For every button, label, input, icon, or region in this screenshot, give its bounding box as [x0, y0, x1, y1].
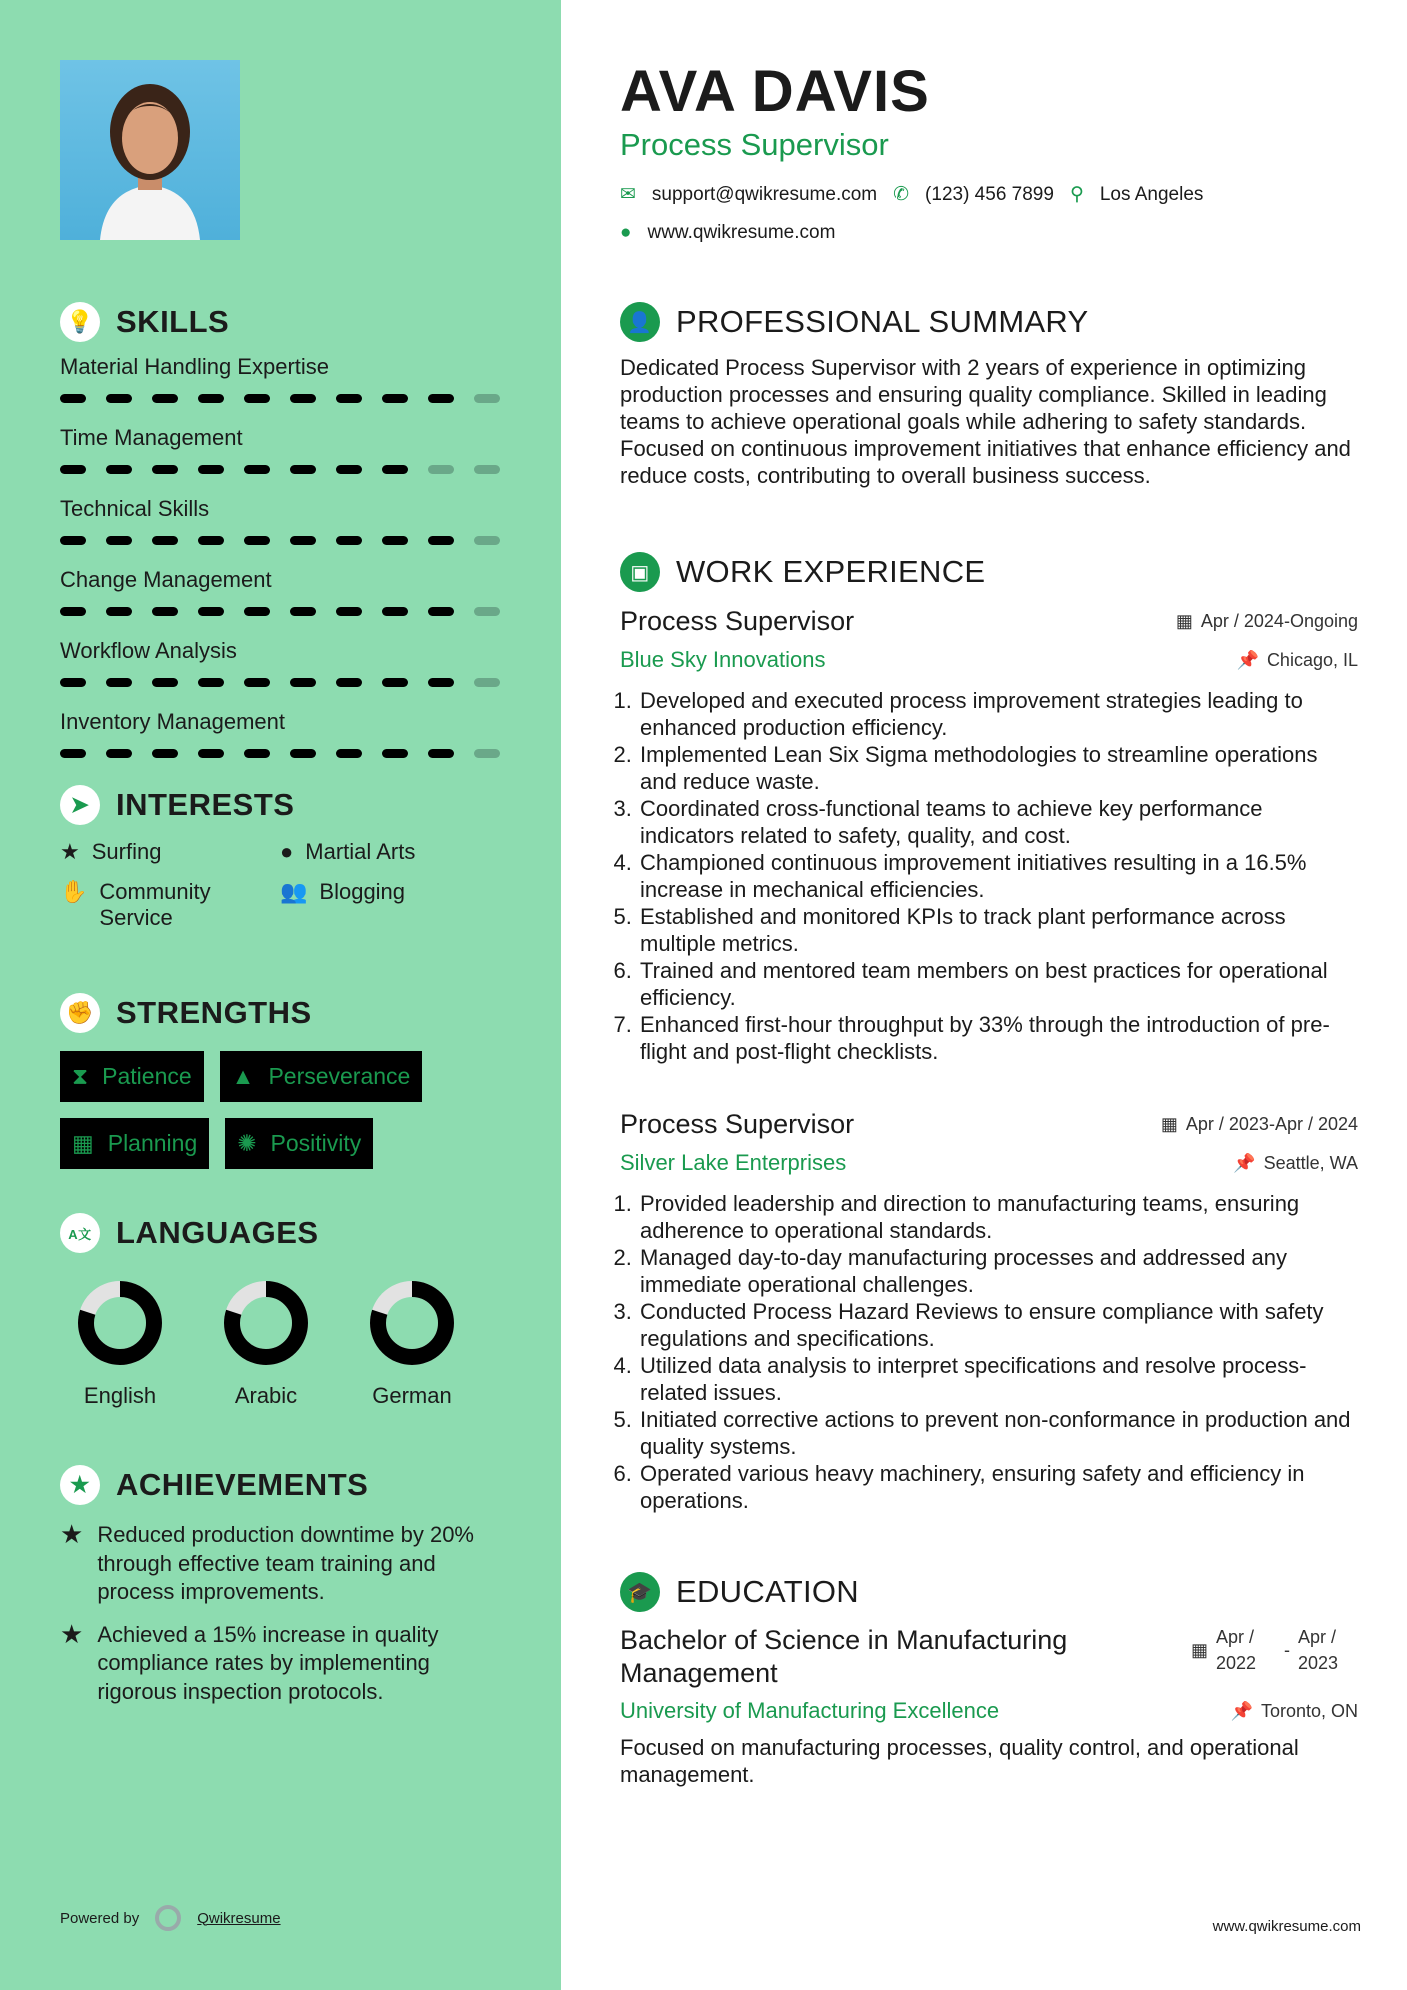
- company: Silver Lake Enterprises: [620, 1150, 847, 1175]
- skills-heading: 💡 SKILLS: [60, 302, 500, 342]
- powered-by: Powered by Qwikresume: [60, 1905, 281, 1931]
- pushpin-icon: 📌: [1230, 1700, 1253, 1721]
- strength-badge: ✺ Positivity: [225, 1118, 373, 1169]
- job-bullet: 1. Developed and executed process improvement strategies leading to enhanced production efficiency.: [638, 687, 1360, 741]
- skill-level-bar: [60, 465, 500, 474]
- skill-level-dash: [336, 678, 362, 687]
- pushpin-icon: 📌: [1233, 1152, 1256, 1173]
- skill-item: [60, 638, 500, 687]
- skill-level-dash: [60, 394, 86, 403]
- skill-item: [60, 354, 500, 403]
- strength-badge: ⧗ Patience: [60, 1051, 204, 1102]
- skill-level-dash: [382, 678, 408, 687]
- achievements-heading: ★ ACHIEVEMENTS: [60, 1465, 500, 1505]
- skill-level-dash: [382, 749, 408, 758]
- strength-badge: ▲ Perseverance: [220, 1051, 423, 1102]
- globe-icon: ●: [280, 839, 294, 864]
- paper-plane-icon: ➤: [60, 785, 100, 825]
- website-row: [620, 222, 1203, 244]
- skill-level-dash: [474, 749, 500, 758]
- skill-name: Inventory Management: [60, 709, 286, 734]
- job-bullet: 2. Implemented Lean Six Sigma methodologies to streamline operations and reduce waste.: [638, 741, 1360, 795]
- language-item: [78, 1281, 162, 1409]
- skill-name: Time Management: [60, 425, 243, 450]
- languages-list: [78, 1281, 454, 1409]
- sun-icon: ✺: [237, 1130, 257, 1156]
- skill-level-dash: [244, 607, 270, 616]
- language-name: Arabic: [234, 1383, 298, 1408]
- hand-icon: ✋: [60, 879, 88, 904]
- skill-level-dash: [290, 607, 316, 616]
- achievement-item: ★ Achieved a 15% increase in quality compliance rates by implementing rigorous inspection protocols.: [60, 1621, 500, 1707]
- calendar-icon: ▦: [1175, 611, 1193, 631]
- skill-level-dash: [336, 536, 362, 545]
- skill-name: Workflow Analysis: [60, 638, 237, 663]
- sidebar: [0, 0, 561, 1990]
- skill-level-dash: [198, 749, 224, 758]
- skill-level-bar: [60, 394, 500, 403]
- star-icon: ★: [60, 1618, 84, 1649]
- job-bullet: 4. Utilized data analysis to interpret specifications and resolve process-related issues.: [638, 1352, 1360, 1406]
- candidate-name: AVA DAVIS: [620, 59, 930, 124]
- skill-level-dash: [244, 394, 270, 403]
- job-bullet: 5. Established and monitored KPIs to track plant performance across multiple metrics.: [638, 903, 1360, 957]
- globe-icon: ●: [620, 222, 632, 243]
- skill-level-dash: [474, 678, 500, 687]
- lightbulb-icon: 💡: [60, 302, 100, 342]
- education-description: Focused on manufacturing processes, quality control, and operational management.: [620, 1735, 1299, 1787]
- job-bullet: 4. Championed continuous improvement initiatives resulting in a 16.5% increase in mechanical efficiencies.: [638, 849, 1360, 903]
- skill-level-dash: [152, 536, 178, 545]
- fist-icon: ✊: [60, 993, 100, 1033]
- skill-level-dash: [244, 536, 270, 545]
- skill-level-dash: [198, 607, 224, 616]
- star-award-icon: ★: [60, 1465, 100, 1505]
- skill-level-dash: [290, 678, 316, 687]
- school: University of Manufacturing Excellence: [620, 1698, 1000, 1723]
- skills-list: [60, 354, 500, 758]
- qwikresume-link[interactable]: Qwikresume: [197, 1909, 281, 1927]
- skill-level-dash: [474, 536, 500, 545]
- summary-heading: 👤 PROFESSIONAL SUMMARY: [620, 302, 1360, 342]
- phone: (123) 456 7899: [925, 183, 1054, 205]
- location: Los Angeles: [1099, 183, 1204, 205]
- skill-level-dash: [106, 465, 132, 474]
- skill-level-dash: [290, 749, 316, 758]
- language-donut: [370, 1281, 454, 1365]
- interests-heading: ➤ INTERESTS: [60, 785, 500, 825]
- language-name: German: [372, 1383, 452, 1408]
- calendar-icon: ▦: [1160, 1114, 1178, 1134]
- summary-text: Dedicated Process Supervisor with 2 years of experience in optimizing production processes and ensuring quality compliance. Skilled in leading teams to achieve operational goals while adhering to safety standards. Focused on continuous improvement initiatives that enhance efficiency and reduce costs, contributing to overall business success.: [620, 355, 1351, 488]
- skill-level-dash: [152, 394, 178, 403]
- skill-level-dash: [336, 394, 362, 403]
- skill-level-dash: [428, 607, 454, 616]
- skill-item: [60, 496, 500, 545]
- degree: Bachelor of Science in Manufacturing Management: [620, 1625, 1068, 1688]
- skill-level-dash: [336, 607, 362, 616]
- interest-item: 👥 Blogging: [280, 879, 406, 904]
- skill-level-dash: [290, 465, 316, 474]
- calendar-icon: ▦: [72, 1130, 94, 1156]
- achievement-item: ★ Reduced production downtime by 20% through effective team training and process improvements.: [60, 1521, 500, 1607]
- skill-level-dash: [244, 749, 270, 758]
- road-icon: ▲: [231, 1063, 255, 1089]
- users-icon: 👥: [280, 879, 308, 904]
- skill-level-dash: [474, 607, 500, 616]
- qwikresume-logo-icon: [155, 1905, 181, 1931]
- calendar-icon: ▦: [1190, 1639, 1208, 1660]
- strength-badge: ▦ Planning: [60, 1118, 209, 1169]
- graduate-icon: 🎓: [620, 1572, 660, 1612]
- job-title: Process Supervisor: [620, 127, 889, 162]
- skill-level-dash: [106, 678, 132, 687]
- language-name: English: [83, 1383, 157, 1408]
- skill-level-dash: [106, 394, 132, 403]
- skill-level-bar: [60, 749, 500, 758]
- phone-icon: ✆: [893, 184, 910, 205]
- achievements-list: [60, 1521, 500, 1706]
- location-pin-icon: ⚲: [1069, 184, 1084, 205]
- job-bullet: 3. Coordinated cross-functional teams to achieve key performance indicators related to safety, quality, and cost.: [638, 795, 1360, 849]
- job-bullet: 5. Initiated corrective actions to prevent non-conformance in production and quality systems.: [638, 1406, 1360, 1460]
- skill-level-dash: [198, 394, 224, 403]
- skill-level-dash: [60, 607, 86, 616]
- interest-item: ✋ Community Service: [60, 879, 211, 930]
- skill-level-dash: [244, 465, 270, 474]
- email-icon: ✉: [620, 184, 636, 205]
- skill-level-dash: [428, 678, 454, 687]
- language-item: [370, 1281, 454, 1409]
- job-entry: Process Supervisor ▦ Apr / 2024-Ongoing Blue Sky Innovations 📌 Chicago, IL 1. Developed and executed process improvement strategies leading to enhanced production efficiency. 2. Implemented Lean Six Sigma methodologies to streamline operations and reduce waste. 3. Coordinated cross-functional teams to achieve key performance indicators related to safety, quality, and cost. 4. Championed continuous improvement initiatives resulting in a 16.5% increase in mechanical efficiencies. 5. Established and monitored KPIs to track plant performance across multiple metrics. 6. Trained and mentored team members on best practices for operational efficiency. 7. Enhanced first-hour throughput by 33% through the introduction of pre-flight and post-flight checklists.: [620, 606, 1360, 1065]
- skill-level-dash: [152, 678, 178, 687]
- language-item: [224, 1281, 308, 1409]
- company: Blue Sky Innovations: [620, 647, 826, 672]
- email[interactable]: support@qwikresume.com: [651, 183, 878, 205]
- skill-level-dash: [382, 465, 408, 474]
- contact-row: [620, 183, 1203, 206]
- job-bullet: 6. Operated various heavy machinery, ensuring safety and efficiency in operations.: [638, 1460, 1360, 1514]
- skill-level-dash: [198, 465, 224, 474]
- skill-level-dash: [60, 465, 86, 474]
- skill-level-dash: [428, 465, 454, 474]
- skill-level-dash: [152, 465, 178, 474]
- skill-level-bar: [60, 536, 500, 545]
- job-title: Process Supervisor: [620, 606, 855, 636]
- skill-level-dash: [60, 678, 86, 687]
- skill-level-dash: [382, 607, 408, 616]
- skill-name: Material Handling Expertise: [60, 354, 330, 379]
- skill-level-dash: [152, 749, 178, 758]
- language-donut: [224, 1281, 308, 1365]
- job-bullets: [620, 1190, 1360, 1514]
- skill-level-dash: [106, 536, 132, 545]
- skill-level-dash: [382, 536, 408, 545]
- interest-item: ★ Surfing: [60, 839, 162, 864]
- job-bullets: [620, 687, 1360, 1065]
- interests-list: [60, 839, 500, 931]
- profile-photo: [60, 60, 240, 240]
- skill-level-dash: [290, 536, 316, 545]
- translate-icon: A文: [60, 1213, 100, 1253]
- skill-name: Technical Skills: [60, 496, 210, 521]
- user-icon: 👤: [620, 302, 660, 342]
- experience-heading: ▣ WORK EXPERIENCE: [620, 552, 1360, 592]
- skill-level-dash: [428, 536, 454, 545]
- hourglass-icon: ⧗: [72, 1063, 89, 1089]
- education-heading: 🎓 EDUCATION: [620, 1572, 1358, 1612]
- skill-level-dash: [336, 465, 362, 474]
- skill-level-dash: [290, 394, 316, 403]
- skill-level-bar: [60, 607, 500, 616]
- job-entry: Process Supervisor ▦ Apr / 2023-Apr / 2024 Silver Lake Enterprises 📌 Seattle, WA 1. Provided leadership and direction to manufacturing teams, ensuring adherence to operational standards. 2. Managed day-to-day manufacturing processes and addressed any immediate operational challenges. 3. Conducted Process Hazard Reviews to ensure compliance with safety regulations and specifications. 4. Utilized data analysis to interpret specifications and resolve process-related issues. 5. Initiated corrective actions to prevent non-conformance in production and quality systems. 6. Operated various heavy machinery, ensuring safety and efficiency in operations.: [620, 1109, 1360, 1514]
- skill-item: [60, 709, 500, 758]
- star-icon: ★: [60, 839, 80, 864]
- skill-level-dash: [106, 749, 132, 758]
- skill-level-dash: [474, 394, 500, 403]
- skill-level-dash: [428, 749, 454, 758]
- strengths-heading: ✊ STRENGTHS: [60, 993, 500, 1033]
- star-icon: ★: [60, 1519, 84, 1549]
- chair-icon: ▣: [620, 552, 660, 592]
- skill-level-dash: [474, 465, 500, 474]
- skill-level-dash: [60, 536, 86, 545]
- job-bullet: 2. Managed day-to-day manufacturing processes and addressed any immediate operational challenges.: [638, 1244, 1360, 1298]
- website[interactable]: www.qwikresume.com: [647, 222, 836, 243]
- skill-level-dash: [198, 536, 224, 545]
- skill-item: [60, 425, 500, 474]
- skill-item: [60, 567, 500, 616]
- languages-heading: A文 LANGUAGES: [60, 1213, 454, 1253]
- skill-level-bar: [60, 678, 500, 687]
- skill-level-dash: [382, 394, 408, 403]
- pushpin-icon: 📌: [1236, 649, 1259, 670]
- job-bullet: 3. Conducted Process Hazard Reviews to ensure compliance with safety regulations and specifications.: [638, 1298, 1360, 1352]
- education-dates: ▦ Apr / 2022 - Apr / 2023: [1190, 1627, 1339, 1673]
- skill-level-dash: [106, 607, 132, 616]
- footer-website[interactable]: www.qwikresume.com: [1212, 1918, 1361, 1935]
- skill-level-dash: [428, 394, 454, 403]
- strengths-list: [60, 1051, 500, 1169]
- job-bullet: 7. Enhanced first-hour throughput by 33% through the introduction of pre-flight and post-flight checklists.: [638, 1011, 1360, 1065]
- skill-name: Change Management: [60, 567, 272, 592]
- skill-level-dash: [244, 678, 270, 687]
- language-donut: [78, 1281, 162, 1365]
- skill-level-dash: [336, 749, 362, 758]
- job-bullet: 6. Trained and mentored team members on best practices for operational efficiency.: [638, 957, 1360, 1011]
- skill-level-dash: [152, 607, 178, 616]
- skill-level-dash: [60, 749, 86, 758]
- job-bullet: 1. Provided leadership and direction to manufacturing teams, ensuring adherence to operational standards.: [638, 1190, 1360, 1244]
- job-title: Process Supervisor: [620, 1109, 855, 1139]
- interest-item: ● Martial Arts: [280, 839, 416, 864]
- skill-level-dash: [198, 678, 224, 687]
